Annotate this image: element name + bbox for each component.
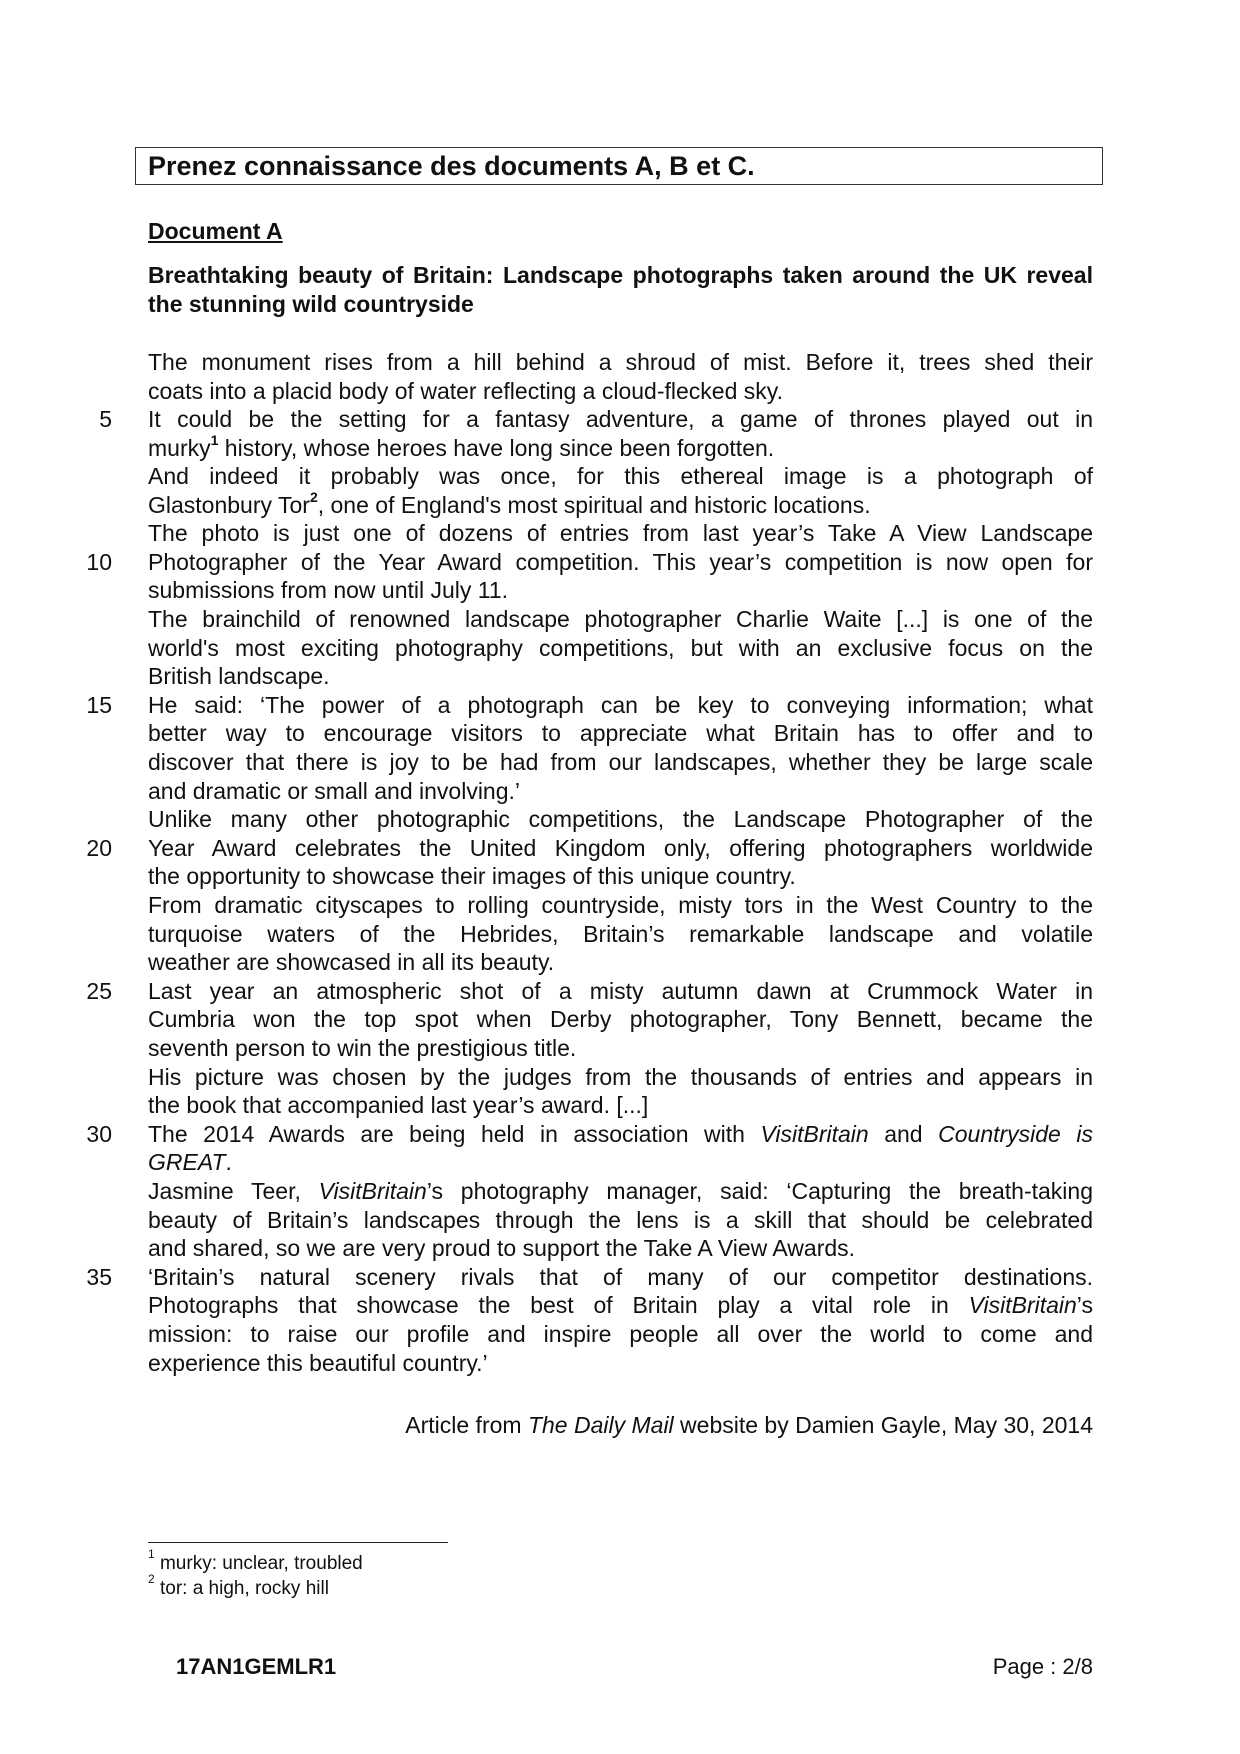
line-number: 15: [86, 692, 112, 718]
article-line: world's most exciting photography competitions, but with an exclusive focus on the: [148, 635, 1093, 661]
article-line: submissions from now until July 11.: [148, 577, 509, 603]
article-line: mission: to raise our profile and inspire people all over the world to come and: [148, 1321, 1093, 1347]
article-line: Photographer of the Year Award competition. This year’s competition is now open for: [148, 549, 1093, 575]
line-number: 10: [86, 549, 112, 575]
line-number: 25: [86, 978, 112, 1004]
footnote-divider: [148, 1542, 448, 1543]
article-line: He said: ‘The power of a photograph can be key to conveying information; what: [148, 692, 1093, 718]
line-number: 20: [86, 835, 112, 861]
article-line: turquoise waters of the Hebrides, Britain’s remarkable landscape and volatile: [148, 921, 1093, 947]
instruction-text: Prenez connaissance des documents A, B et C.: [148, 151, 755, 181]
article-line: The photo is just one of dozens of entries from last year’s Take A View Landscape: [148, 520, 1093, 546]
article-line: seventh person to win the prestigious title.: [148, 1035, 577, 1061]
article-line: The brainchild of renowned landscape photographer Charlie Waite [...] is one of the: [148, 606, 1093, 632]
footnote-mark: 2: [309, 489, 318, 506]
instruction-box: [135, 147, 1103, 185]
line-number: 5: [99, 406, 112, 432]
document-label: Document A: [148, 218, 283, 244]
article-line: ‘Britain’s natural scenery rivals that of many of our competitor destinations.: [148, 1264, 1093, 1290]
article-line: and dramatic or small and involving.’: [148, 778, 521, 804]
article-line: From dramatic cityscapes to rolling countryside, misty tors in the West Country to the: [148, 892, 1093, 918]
article-line: Jasmine Teer, VisitBritain’s photography manager, said: ‘Capturing the breath-taking: [148, 1178, 1093, 1204]
article-line: better way to encourage visitors to appreciate what Britain has to offer and to: [148, 720, 1093, 746]
article-line: Year Award celebrates the United Kingdom only, offering photographers worldwide: [148, 835, 1093, 861]
footnote-mark: 1: [210, 432, 219, 449]
article-line: The monument rises from a hill behind a shroud of mist. Before it, trees shed their: [148, 349, 1093, 375]
article-line: Photographs that showcase the best of Britain play a vital role in VisitBritain’s: [148, 1292, 1093, 1318]
article-line: the book that accompanied last year’s award. [...]: [148, 1092, 649, 1118]
article-line: experience this beautiful country.’: [148, 1350, 488, 1376]
article-line: and shared, so we are very proud to support the Take A View Awards.: [148, 1235, 856, 1261]
article-line: Cumbria won the top spot when Derby photographer, Tony Bennett, became the: [148, 1006, 1093, 1032]
article-line: Unlike many other photographic competitions, the Landscape Photographer of the: [148, 806, 1093, 832]
article-line: The 2014 Awards are being held in association with VisitBritain and Countryside is: [148, 1121, 1093, 1147]
article-line: discover that there is joy to be had from our landscapes, whether they be large scale: [148, 749, 1093, 775]
article-line: Last year an atmospheric shot of a misty autumn dawn at Crummock Water in: [148, 978, 1093, 1004]
page-number: Page : 2/8: [992, 1654, 1093, 1679]
article-line: weather are showcased in all its beauty.: [148, 949, 555, 975]
article-source: Article from The Daily Mail website by Damien Gayle, May 30, 2014: [405, 1412, 1093, 1438]
footnote: $^2$ tor: a high, rocky hill: [148, 1571, 329, 1599]
article-line: His picture was chosen by the judges from the thousands of entries and appears in: [148, 1064, 1093, 1090]
article-line: murky$^1$ history, whose heroes have long since been forgotten.: [148, 432, 775, 461]
article-headline: Breathtaking beauty of Britain: Landscape photographs taken around the UK reveal the stunning wild countryside: [148, 262, 1093, 317]
line-number: 35: [86, 1264, 112, 1290]
exam-code: 17AN1GEMLR1: [176, 1654, 337, 1679]
article-line: the opportunity to showcase their images of this unique country.: [148, 863, 796, 889]
article-line: GREAT.: [148, 1149, 232, 1175]
article-line: coats into a placid body of water reflecting a cloud-flecked sky.: [148, 378, 783, 404]
article-line: British landscape.: [148, 663, 330, 689]
article-line: beauty of Britain’s landscapes through the lens is a skill that should be celebrated: [148, 1207, 1093, 1233]
footnote: $^1$ murky: unclear, troubled: [148, 1546, 363, 1574]
line-number: 30: [86, 1121, 112, 1147]
article-line: And indeed it probably was once, for this ethereal image is a photograph of: [148, 463, 1093, 489]
article-line: It could be the setting for a fantasy adventure, a game of thrones played out in: [148, 406, 1093, 432]
article-line: Glastonbury Tor$^2$, one of England's most spiritual and historic locations.: [148, 489, 871, 518]
